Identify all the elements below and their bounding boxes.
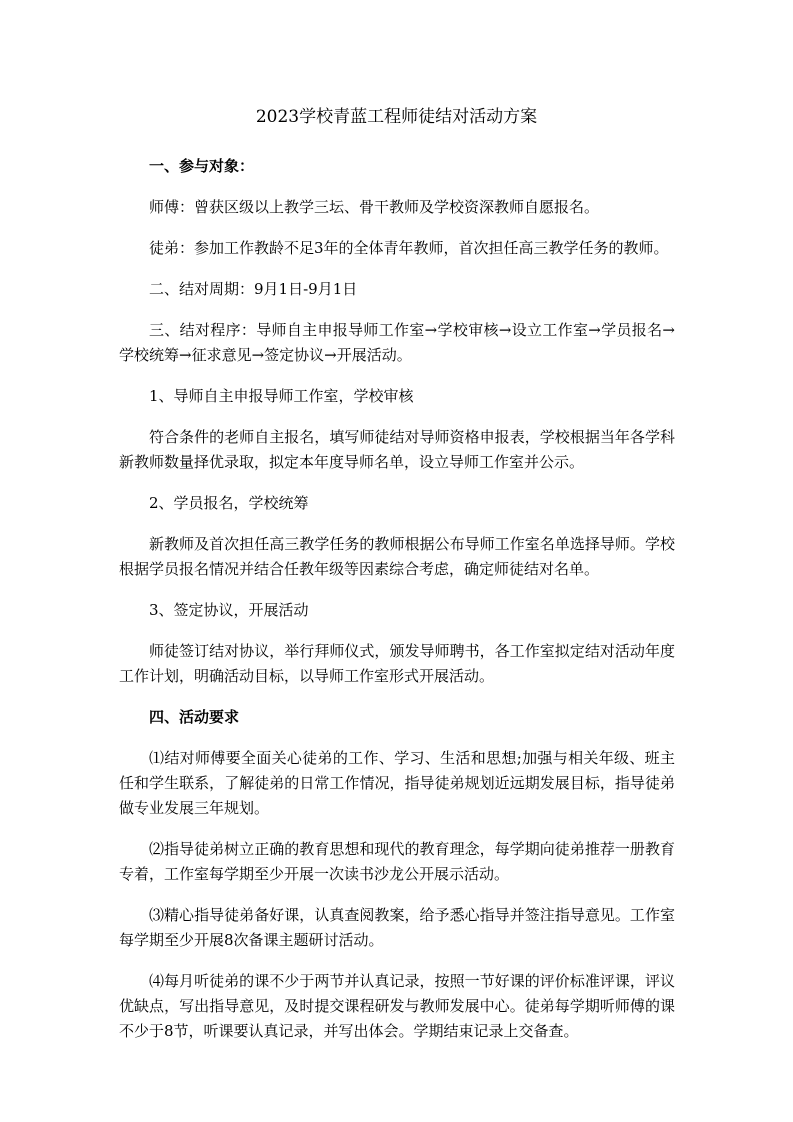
paragraph-apprentice: 徒弟：参加工作教龄不足3年的全体青年教师，首次担任高三教学任务的教师。 bbox=[149, 239, 669, 257]
requirement-2: ⑵指导徒弟树立正确的教育思想和现代的教育理念，每学期向徒弟推荐一册教育专着，工作室每学期至少开展一次读书沙龙公开展示活动。 bbox=[119, 840, 675, 883]
requirement-3: ⑶精心指导徒弟备好课，认真查阅教案，给予悉心指导并签注指导意见。工作室每学期至少开展8次备课主题研讨活动。 bbox=[119, 906, 675, 949]
requirement-1: ⑴结对师傅要全面关心徒弟的工作、学习、生活和思想;加强与相关年级、班主任和学生联系，了解徒弟的日常工作情况，指导徒弟规划近远期发展目标，指导徒弟做专业发展三年规划。 bbox=[119, 749, 675, 817]
step-1-heading: 1、导师自主申报导师工作室，学校审核 bbox=[149, 387, 414, 405]
document-body bbox=[119, 154, 675, 1060]
step-3-body: 师徒签订结对协议，举行拜师仪式，颁发导师聘书，各工作室拟定结对活动年度工作计划，明确活动目标，以导师工作室形式开展活动。 bbox=[119, 642, 675, 685]
section-heading-period: 二、结对周期：9月1日-9月1日 bbox=[149, 280, 358, 298]
step-2-body: 新教师及首次担任高三教学任务的教师根据公布导师工作室名单选择导师。学校根据学员报名情况并结合任教年级等因素综合考虑，确定师徒结对名单。 bbox=[119, 535, 675, 578]
section-heading-procedure: 三、结对程序：导师自主申报导师工作室→学校审核→设立工作室→学员报名→学校统筹→征求意见→签定协议→开展活动。 bbox=[119, 321, 675, 364]
step-3-heading: 3、签定协议，开展活动 bbox=[149, 601, 309, 619]
step-2-heading: 2、学员报名，学校统筹 bbox=[149, 494, 309, 512]
document-title: 2023学校青蓝工程师徒结对活动方案 bbox=[255, 107, 538, 127]
requirement-4: ⑷每月听徒弟的课不少于两节并认真记录，按照一节好课的评价标准评课，评议优缺点，写出指导意见，及时提交课程研发与教师发展中心。徒弟每学期听师傅的课不少于8节，听课要认真记录，并写出体会。学期结束记录上交备查。 bbox=[119, 972, 675, 1040]
paragraph-master: 师傅：曾获区级以上教学三坛、骨干教师及学校资深教师自愿报名。 bbox=[149, 198, 600, 216]
section-heading-participants: 一、参与对象： bbox=[149, 157, 255, 175]
step-1-body: 符合条件的老师自主报名，填写师徒结对导师资格申报表，学校根据当年各学科新教师数量择优录取，拟定本年度导师名单，设立导师工作室并公示。 bbox=[119, 428, 675, 471]
section-heading-requirements: 四、活动要求 bbox=[149, 708, 240, 726]
